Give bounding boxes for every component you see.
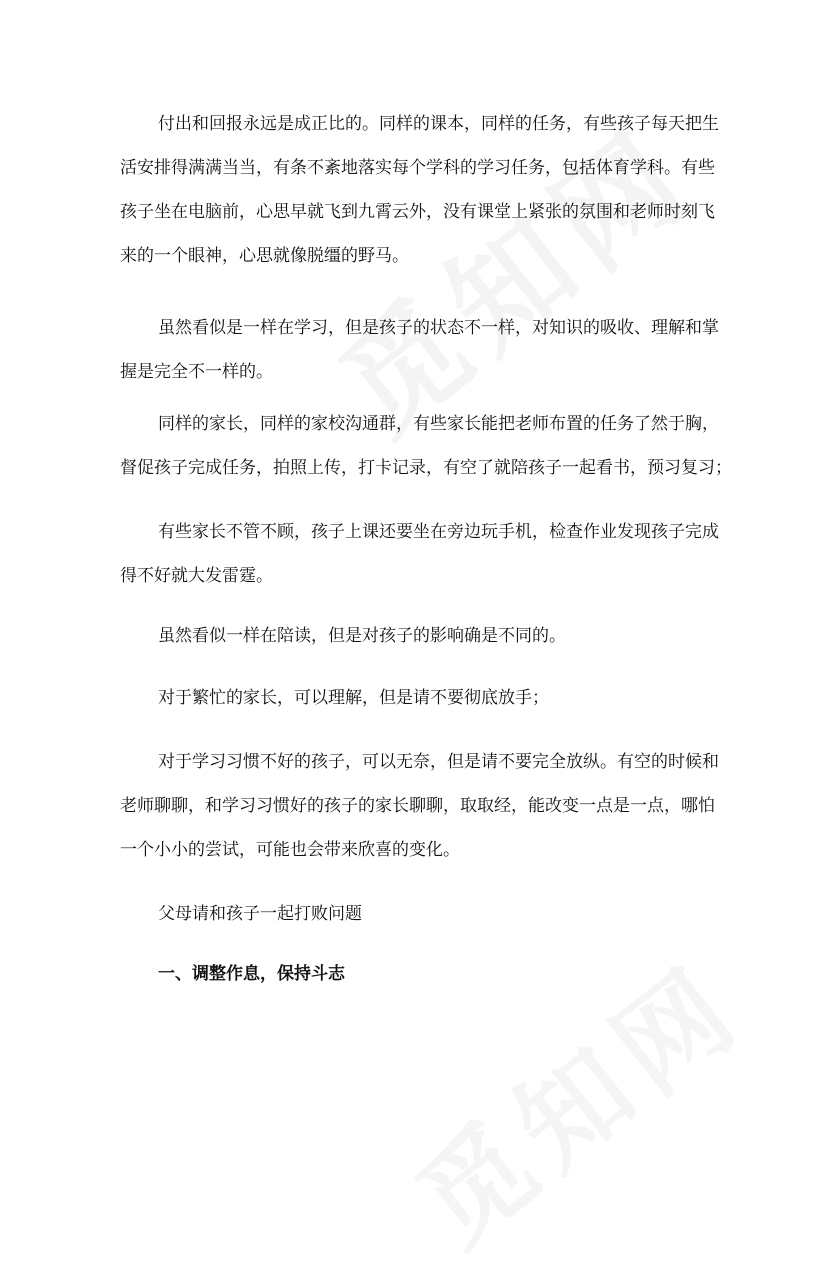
paragraph-line: 督促孩子完成任务，拍照上传，打卡记录，有空了就陪孩子一起看书，预习复习； — [120, 458, 732, 478]
paragraph-line: 一个小小的尝试，可能也会带来欣喜的变化。 — [120, 840, 460, 860]
paragraph — [120, 892, 720, 936]
paragraph — [120, 510, 720, 598]
paragraph-line: 孩子坐在电脑前，心思早就飞到九霄云外，没有课堂上紧张的氛围和老师时刻飞 — [120, 202, 715, 222]
paragraph-line: 来的一个眼神，心思就像脱缰的野马。 — [120, 246, 409, 266]
paragraph-line: 得不好就大发雷霆。 — [120, 566, 273, 586]
section-heading — [120, 952, 720, 996]
paragraph-line: 虽然看似一样在陪读，但是对孩子的影响确是不同的。 — [158, 626, 566, 646]
paragraph — [120, 402, 732, 490]
paragraph-line: 父母请和孩子一起打败问题 — [158, 904, 362, 924]
paragraph-line: 对于繁忙的家长，可以理解，但是请不要彻底放手； — [158, 688, 549, 708]
paragraph-line: 活安排得满满当当，有条不紊地落实每个学科的学习任务，包括体育学科。有些 — [120, 158, 715, 178]
paragraph-line: 老师聊聊，和学习习惯好的孩子的家长聊聊，取取经，能改变一点是一点，哪怕 — [120, 796, 715, 816]
paragraph — [120, 306, 720, 394]
paragraph-line: 付出和回报永远是成正比的。同样的课本，同样的任务，有些孩子每天把生 — [158, 114, 719, 134]
section-heading-text: 一、调整作息，保持斗志 — [158, 964, 345, 984]
paragraph-line: 有些家长不管不顾，孩子上课还要坐在旁边玩手机，检查作业发现孩子完成 — [158, 522, 719, 542]
paragraph — [120, 102, 720, 278]
paragraph — [120, 676, 720, 720]
paragraph-line: 握是完全不一样的。 — [120, 362, 273, 382]
paragraph — [120, 614, 720, 658]
paragraph-line: 虽然看似是一样在学习，但是孩子的状态不一样，对知识的吸收、理解和掌 — [158, 318, 719, 338]
paragraph — [120, 740, 720, 872]
paragraph-line: 同样的家长，同样的家校沟通群，有些家长能把老师布置的任务了然于胸， — [158, 414, 719, 434]
paragraph-line: 对于学习习惯不好的孩子，可以无奈，但是请不要完全放纵。有空的时候和 — [158, 752, 719, 772]
